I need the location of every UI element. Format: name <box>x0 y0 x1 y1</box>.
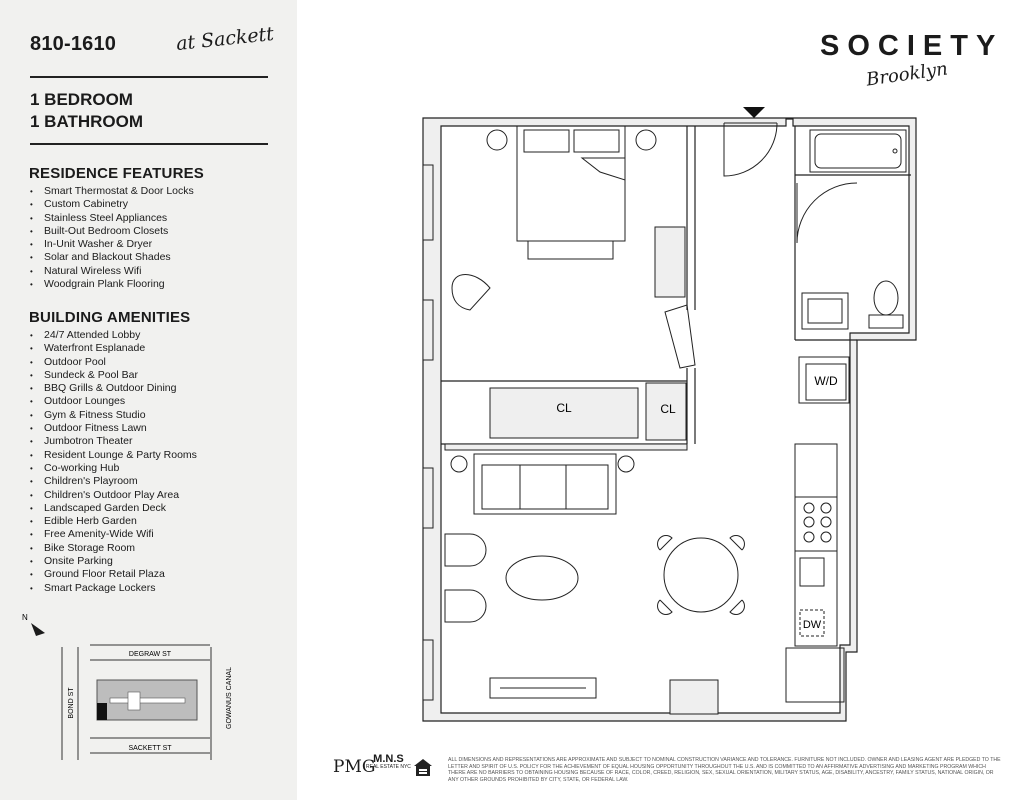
entry-arrow-icon <box>743 107 765 118</box>
feature-item: • Outdoor Pool <box>29 356 197 369</box>
feature-item: • Ground Floor Retail Plaza <box>29 568 197 581</box>
feature-item: • Gym & Fitness Studio <box>29 409 197 422</box>
feature-item: • Onsite Parking <box>29 555 197 568</box>
mns-logo <box>366 755 411 770</box>
feature-item: • Resident Lounge & Party Rooms <box>29 449 197 462</box>
building-script: at Sackett <box>175 22 275 56</box>
closet-walls <box>445 227 687 450</box>
feature-item: • Stainless Steel Appliances <box>29 212 194 225</box>
bathtub-icon <box>810 130 906 172</box>
fridge-icon <box>786 648 844 702</box>
kitchen-counter <box>786 444 844 702</box>
closet-label: CL <box>660 402 676 416</box>
street-gowanus: GOWANUS CANAL <box>226 667 233 729</box>
brand-logo: SOCIETY <box>820 30 1004 62</box>
kitchen-sink-icon <box>800 558 824 586</box>
equal-housing-icon <box>413 757 433 779</box>
closet-label: CL <box>556 401 572 415</box>
bathroom-count: 1 BATHROOM <box>30 112 144 131</box>
mns-sub: REAL ESTATE NYC <box>366 764 411 770</box>
feature-item: • Outdoor Lounges <box>29 395 197 408</box>
street-bond: BOND ST <box>68 687 75 719</box>
pmg-logo: PMG <box>333 757 376 777</box>
dining-table-icon <box>658 536 745 615</box>
feature-item: • Children's Outdoor Play Area <box>29 489 197 502</box>
feature-item: • 24/7 Attended Lobby <box>29 329 197 342</box>
legal-disclaimer: ALL DIMENSIONS AND REPRESENTATIONS ARE APPROXIMATE AND SUBJECT TO NOMINAL CONSTRUCTION VARIANCE AND TOLERANCE. FURNITURE NOT INCLUDED. OWNER AND LEASING AGENT ARE PLEDGED TO THE LETTER AND SPIRIT OF U.S. POLICY FOR THE ACHIEVEMENT OF EQUAL HOUSING OPPORTUNITY THROUGHOUT THE U.S. AND IS COMMITTED TO AN AFFIRMATIVE ADVERTISING AND MARKETING PROGRAM WHICH THERE ARE NO BARRIERS TO OBTAINING HOUSING BECAUSE OF RACE, COLOR, CREED, RELIGION, SEX, SEXUAL ORIENTATION, MILITARY STATUS, AGE, DISABILITY, ANCESTRY, FAMILY STATUS, NATIONAL ORIGIN, OR ANY OTHER GROUNDS PROHIBITED BY CITY, STATE, OR FEDERAL LAW. <box>448 757 1001 783</box>
feature-item: • Custom Cabinetry <box>29 198 194 211</box>
unit-number: 810-1610 <box>30 33 117 55</box>
coffee-table-icon <box>506 556 578 600</box>
toilet-icon <box>869 281 903 328</box>
feature-item: • Built-Out Bedroom Closets <box>29 225 194 238</box>
dishwasher-label: DW <box>802 619 822 631</box>
feature-item: • In-Unit Washer & Dryer <box>29 238 194 251</box>
feature-item: • Jumbotron Theater <box>29 435 197 448</box>
feature-item: • Children's Playroom <box>29 475 197 488</box>
feature-item: • Waterfront Esplanade <box>29 342 197 355</box>
bedroom-count: 1 BEDROOM <box>30 90 133 109</box>
sink-icon <box>802 293 848 329</box>
street-sackett: SACKETT ST <box>128 745 172 752</box>
feature-item: • Sundeck & Pool Bar <box>29 369 197 382</box>
doors <box>665 123 857 368</box>
feature-item: • Bike Storage Room <box>29 542 197 555</box>
feature-item: • Smart Thermostat & Door Locks <box>29 185 194 198</box>
feature-item: • Outdoor Fitness Lawn <box>29 422 197 435</box>
feature-item: • Edible Herb Garden <box>29 515 197 528</box>
bed-icon <box>452 126 656 310</box>
armchair-icon <box>445 534 486 622</box>
feature-item: • Smart Package Lockers <box>29 582 197 595</box>
washer-dryer-label: W/D <box>814 374 838 388</box>
feature-item: • Free Amenity-Wide Wifi <box>29 528 197 541</box>
brand-sub-script: Brooklyn <box>864 58 950 91</box>
feature-item: • Co-working Hub <box>29 462 197 475</box>
north-label: N <box>22 613 28 622</box>
residence-features-title: RESIDENCE FEATURES <box>29 165 205 182</box>
mns-label: M.N.S <box>373 753 404 765</box>
feature-item: • Solar and Blackout Shades <box>29 251 194 264</box>
feature-item: • BBQ Grills & Outdoor Dining <box>29 382 197 395</box>
building-amenities-title: BUILDING AMENITIES <box>29 309 191 326</box>
feature-item: • Landscaped Garden Deck <box>29 502 197 515</box>
feature-item: • Natural Wireless Wifi <box>29 265 194 278</box>
feature-item: • Woodgrain Plank Flooring <box>29 278 194 291</box>
sofa-icon <box>451 454 634 514</box>
street-degraw: DEGRAW ST <box>128 651 172 658</box>
